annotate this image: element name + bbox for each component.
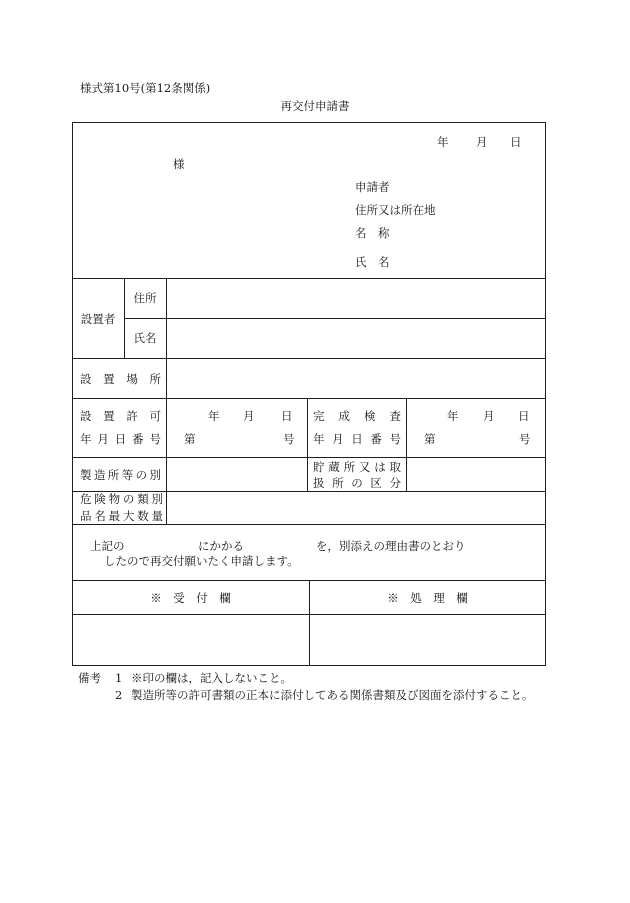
hazardous-materials-field [167,492,546,524]
application-date-day: 日 [510,135,522,149]
installer-address-label: 住所 [133,291,157,305]
permit-number-prefix: 第 [184,432,196,446]
storage-handling-label-line2: 扱所の区分 [313,476,401,490]
installer-name-field [167,319,546,358]
statement-line2: したので再交付願いたく申請します。 [104,554,299,568]
permit-label-line2: 年月日番号 [80,432,161,446]
inspection-label-line2: 年月日番号 [313,432,401,446]
permit-date-month: 月 [243,409,255,423]
applicant-company-name-label: 名 称 [355,226,390,240]
applicant-label: 申請者 [355,180,390,194]
location-field [167,359,546,398]
storage-handling-field [407,458,546,491]
table-rule [72,524,546,525]
document-title: 再交付申請書 [280,99,350,113]
table-rule [124,278,125,358]
statement-line1-part3: を，別添えの理由書のとおり [316,539,466,553]
hazardous-materials-label-line2: 品名最大数量 [80,509,163,523]
statement-line1-part1: 上記の [90,539,125,553]
note-number: 2 [115,688,123,702]
inspection-date-day: 日 [518,409,530,423]
facility-type-field [167,458,306,491]
reception-field [72,615,309,666]
table-rule [72,398,546,399]
application-form-table [72,122,546,666]
installer-name-label: 氏名 [133,331,157,345]
hazardous-materials-label-line1: 危険物の類別 [80,492,163,506]
applicant-address-label: 住所又は所在地 [355,203,436,217]
permit-date-year: 年 [208,409,220,423]
installer-address-field [167,279,546,318]
addressee-field [80,152,170,176]
note-text: ※印の欄は，記入しないこと。 [131,671,292,685]
processing-field [310,615,546,666]
application-date-year: 年 [437,135,449,149]
form-number: 様式第10号(第12条関係) [80,81,211,95]
inspection-date-month: 月 [483,409,495,423]
inspection-date-year: 年 [447,409,459,423]
statement-line1-part2: にかかる [198,539,244,553]
application-date-month: 月 [476,135,488,149]
facility-type-label: 製造所等の別 [80,468,161,482]
location-label: 設置場所 [80,372,161,386]
applicant-person-name-label: 氏 名 [355,255,390,269]
inspection-number-prefix: 第 [424,432,436,446]
note-text: 製造所等の許可書類の正本に添付してある関係書類及び図面を添付すること。 [131,688,534,702]
permit-date-day: 日 [281,409,293,423]
addressee-honorific: 様 [173,157,185,171]
storage-handling-label-line1: 貯蔵所又は取 [313,460,401,474]
inspection-number-suffix: 号 [519,432,531,446]
installer-label: 設置者 [80,312,116,326]
processing-column-header: ※ 処 理 欄 [387,591,468,605]
inspection-label-line1: 完成検査 [313,409,401,423]
permit-label-line1: 設置許可 [80,409,161,423]
table-rule [307,398,308,491]
reception-column-header: ※ 受 付 欄 [150,591,231,605]
note-number: 1 [115,671,123,685]
notes-label: 備考 [78,671,101,685]
permit-number-suffix: 号 [283,432,295,446]
